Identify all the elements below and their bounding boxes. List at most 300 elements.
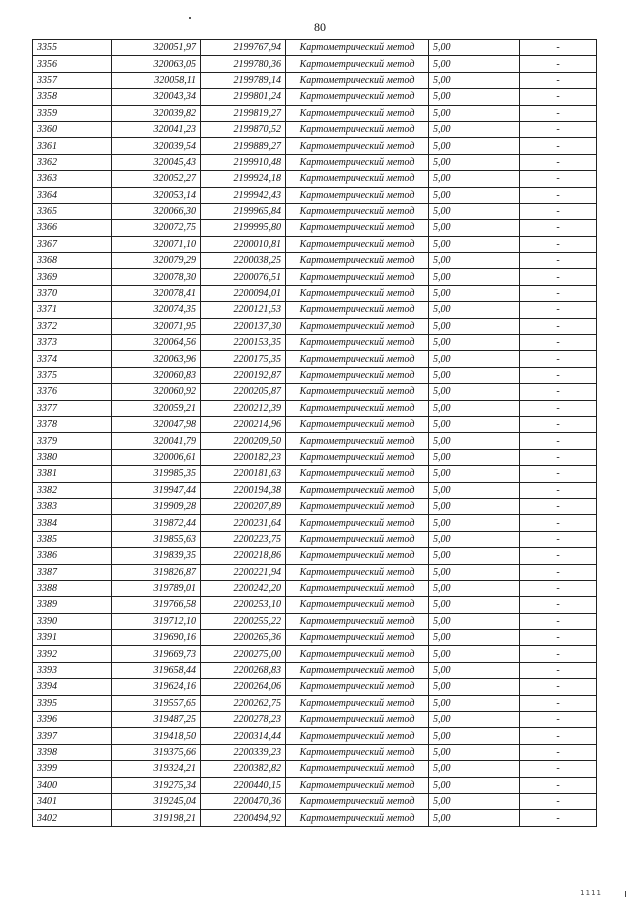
accuracy-cell: 5,00: [429, 466, 520, 482]
y-coordinate-cell: 2199819,27: [201, 105, 286, 121]
note-cell: -: [520, 810, 597, 826]
method-cell: Картометрический метод: [286, 564, 429, 580]
note-cell: -: [520, 613, 597, 629]
accuracy-cell: 5,00: [429, 253, 520, 269]
accuracy-cell: 5,00: [429, 56, 520, 72]
table-row: [33, 810, 597, 826]
method-cell: Картометрический метод: [286, 187, 429, 203]
point-number-cell: 3390: [33, 613, 112, 629]
accuracy-cell: 5,00: [429, 695, 520, 711]
point-number-cell: 3386: [33, 548, 112, 564]
table-row: [33, 351, 597, 367]
note-cell: -: [520, 187, 597, 203]
point-number-cell: 3369: [33, 269, 112, 285]
y-coordinate-cell: 2200255,22: [201, 613, 286, 629]
table-body: [33, 40, 597, 827]
table-row: [33, 712, 597, 728]
accuracy-cell: 5,00: [429, 744, 520, 760]
note-cell: -: [520, 285, 597, 301]
note-cell: -: [520, 72, 597, 88]
method-cell: Картометрический метод: [286, 56, 429, 72]
accuracy-cell: 5,00: [429, 384, 520, 400]
accuracy-cell: 5,00: [429, 154, 520, 170]
table-row: [33, 564, 597, 580]
page-number: 80: [314, 20, 326, 34]
accuracy-cell: 5,00: [429, 712, 520, 728]
accuracy-cell: 5,00: [429, 269, 520, 285]
point-number-cell: 3385: [33, 531, 112, 547]
method-cell: Картометрический метод: [286, 761, 429, 777]
method-cell: Картометрический метод: [286, 793, 429, 809]
method-cell: Картометрический метод: [286, 433, 429, 449]
y-coordinate-cell: 2200231,64: [201, 515, 286, 531]
x-coordinate-cell: 320047,98: [112, 416, 201, 432]
y-coordinate-cell: 2199870,52: [201, 121, 286, 137]
point-number-cell: 3362: [33, 154, 112, 170]
x-coordinate-cell: 320071,10: [112, 236, 201, 252]
method-cell: Картометрический метод: [286, 154, 429, 170]
accuracy-cell: 5,00: [429, 613, 520, 629]
y-coordinate-cell: 2199889,27: [201, 138, 286, 154]
note-cell: -: [520, 121, 597, 137]
point-number-cell: 3368: [33, 253, 112, 269]
x-coordinate-cell: 319839,35: [112, 548, 201, 564]
point-number-cell: 3395: [33, 695, 112, 711]
method-cell: Картометрический метод: [286, 613, 429, 629]
note-cell: -: [520, 236, 597, 252]
x-coordinate-cell: 319487,25: [112, 712, 201, 728]
method-cell: Картометрический метод: [286, 203, 429, 219]
x-coordinate-cell: 319872,44: [112, 515, 201, 531]
accuracy-cell: 5,00: [429, 187, 520, 203]
y-coordinate-cell: 2199767,94: [201, 40, 286, 56]
y-coordinate-cell: 2199780,36: [201, 56, 286, 72]
note-cell: -: [520, 154, 597, 170]
x-coordinate-cell: 319947,44: [112, 482, 201, 498]
point-number-cell: 3360: [33, 121, 112, 137]
x-coordinate-cell: 319557,65: [112, 695, 201, 711]
method-cell: Картометрический метод: [286, 384, 429, 400]
y-coordinate-cell: 2199965,84: [201, 203, 286, 219]
accuracy-cell: 5,00: [429, 285, 520, 301]
y-coordinate-cell: 2200010,81: [201, 236, 286, 252]
y-coordinate-cell: 2200339,23: [201, 744, 286, 760]
y-coordinate-cell: 2200094,01: [201, 285, 286, 301]
table-row: [33, 121, 597, 137]
point-number-cell: 3378: [33, 416, 112, 432]
table-row: [33, 728, 597, 744]
y-coordinate-cell: 2200440,15: [201, 777, 286, 793]
x-coordinate-cell: 320041,23: [112, 121, 201, 137]
y-coordinate-cell: 2199995,80: [201, 220, 286, 236]
y-coordinate-cell: 2200242,20: [201, 580, 286, 596]
note-cell: -: [520, 203, 597, 219]
method-cell: Картометрический метод: [286, 744, 429, 760]
y-coordinate-cell: 2200264,06: [201, 679, 286, 695]
point-number-cell: 3384: [33, 515, 112, 531]
table-row: [33, 613, 597, 629]
y-coordinate-cell: 2200278,23: [201, 712, 286, 728]
accuracy-cell: 5,00: [429, 482, 520, 498]
x-coordinate-cell: 320053,14: [112, 187, 201, 203]
note-cell: -: [520, 335, 597, 351]
y-coordinate-cell: 2200194,38: [201, 482, 286, 498]
x-coordinate-cell: 319418,50: [112, 728, 201, 744]
point-number-cell: 3356: [33, 56, 112, 72]
table-row: [33, 630, 597, 646]
table-row: [33, 56, 597, 72]
accuracy-cell: 5,00: [429, 220, 520, 236]
table-row: [33, 449, 597, 465]
table-row: [33, 679, 597, 695]
x-coordinate-cell: 319712,10: [112, 613, 201, 629]
note-cell: -: [520, 56, 597, 72]
method-cell: Картометрический метод: [286, 318, 429, 334]
point-number-cell: 3399: [33, 761, 112, 777]
table-row: [33, 744, 597, 760]
table-row: [33, 400, 597, 416]
accuracy-cell: 5,00: [429, 335, 520, 351]
point-number-cell: 3391: [33, 630, 112, 646]
method-cell: Картометрический метод: [286, 367, 429, 383]
method-cell: Картометрический метод: [286, 89, 429, 105]
y-coordinate-cell: 2200275,00: [201, 646, 286, 662]
method-cell: Картометрический метод: [286, 728, 429, 744]
note-cell: -: [520, 580, 597, 596]
y-coordinate-cell: 2200212,39: [201, 400, 286, 416]
x-coordinate-cell: 319245,04: [112, 793, 201, 809]
y-coordinate-cell: 2200076,51: [201, 269, 286, 285]
point-number-cell: 3373: [33, 335, 112, 351]
accuracy-cell: 5,00: [429, 400, 520, 416]
note-cell: -: [520, 630, 597, 646]
point-number-cell: 3355: [33, 40, 112, 56]
point-number-cell: 3357: [33, 72, 112, 88]
table-row: [33, 105, 597, 121]
table-row: [33, 531, 597, 547]
x-coordinate-cell: 320079,29: [112, 253, 201, 269]
accuracy-cell: 5,00: [429, 171, 520, 187]
x-coordinate-cell: 320066,30: [112, 203, 201, 219]
table-row: [33, 433, 597, 449]
y-coordinate-cell: 2200470,36: [201, 793, 286, 809]
table-row: [33, 498, 597, 514]
x-coordinate-cell: 319855,63: [112, 531, 201, 547]
point-number-cell: 3374: [33, 351, 112, 367]
point-number-cell: 3400: [33, 777, 112, 793]
x-coordinate-cell: 320078,30: [112, 269, 201, 285]
method-cell: Картометрический метод: [286, 482, 429, 498]
x-coordinate-cell: 320052,27: [112, 171, 201, 187]
accuracy-cell: 5,00: [429, 793, 520, 809]
method-cell: Картометрический метод: [286, 171, 429, 187]
method-cell: Картометрический метод: [286, 548, 429, 564]
note-cell: -: [520, 695, 597, 711]
accuracy-cell: 5,00: [429, 302, 520, 318]
note-cell: -: [520, 40, 597, 56]
table-row: [33, 138, 597, 154]
point-number-cell: 3371: [33, 302, 112, 318]
accuracy-cell: 5,00: [429, 138, 520, 154]
y-coordinate-cell: 2200175,35: [201, 351, 286, 367]
method-cell: Картометрический метод: [286, 662, 429, 678]
y-coordinate-cell: 2199789,14: [201, 72, 286, 88]
point-number-cell: 3394: [33, 679, 112, 695]
y-coordinate-cell: 2200205,87: [201, 384, 286, 400]
table-row: [33, 302, 597, 318]
method-cell: Картометрический метод: [286, 810, 429, 826]
point-number-cell: 3364: [33, 187, 112, 203]
x-coordinate-cell: 320060,92: [112, 384, 201, 400]
table-row: [33, 793, 597, 809]
table-row: [33, 203, 597, 219]
table-row: [33, 646, 597, 662]
point-number-cell: 3388: [33, 580, 112, 596]
x-coordinate-cell: 319826,87: [112, 564, 201, 580]
point-number-cell: 3358: [33, 89, 112, 105]
accuracy-cell: 5,00: [429, 416, 520, 432]
table-row: [33, 580, 597, 596]
table-row: [33, 384, 597, 400]
note-cell: -: [520, 105, 597, 121]
y-coordinate-cell: 2200265,36: [201, 630, 286, 646]
note-cell: -: [520, 777, 597, 793]
x-coordinate-cell: 320045,43: [112, 154, 201, 170]
accuracy-cell: 5,00: [429, 89, 520, 105]
note-cell: -: [520, 564, 597, 580]
x-coordinate-cell: 319198,21: [112, 810, 201, 826]
x-coordinate-cell: 320058,11: [112, 72, 201, 88]
point-number-cell: 3382: [33, 482, 112, 498]
x-coordinate-cell: 319658,44: [112, 662, 201, 678]
note-cell: -: [520, 318, 597, 334]
accuracy-cell: 5,00: [429, 810, 520, 826]
table-row: [33, 466, 597, 482]
x-coordinate-cell: 319789,01: [112, 580, 201, 596]
x-coordinate-cell: 319375,66: [112, 744, 201, 760]
method-cell: Картометрический метод: [286, 335, 429, 351]
accuracy-cell: 5,00: [429, 580, 520, 596]
table-row: [33, 171, 597, 187]
method-cell: Картометрический метод: [286, 302, 429, 318]
note-cell: -: [520, 744, 597, 760]
point-number-cell: 3377: [33, 400, 112, 416]
y-coordinate-cell: 2200253,10: [201, 597, 286, 613]
table-row: [33, 236, 597, 252]
method-cell: Картометрический метод: [286, 269, 429, 285]
note-cell: -: [520, 728, 597, 744]
y-coordinate-cell: 2200268,83: [201, 662, 286, 678]
point-number-cell: 3359: [33, 105, 112, 121]
method-cell: Картометрический метод: [286, 416, 429, 432]
x-coordinate-cell: 319766,58: [112, 597, 201, 613]
note-cell: -: [520, 367, 597, 383]
note-cell: -: [520, 416, 597, 432]
accuracy-cell: 5,00: [429, 40, 520, 56]
x-coordinate-cell: 319275,34: [112, 777, 201, 793]
table-row: [33, 597, 597, 613]
y-coordinate-cell: 2200192,87: [201, 367, 286, 383]
table-row: [33, 761, 597, 777]
method-cell: Картометрический метод: [286, 695, 429, 711]
x-coordinate-cell: 319985,35: [112, 466, 201, 482]
accuracy-cell: 5,00: [429, 564, 520, 580]
y-coordinate-cell: 2199942,43: [201, 187, 286, 203]
note-cell: -: [520, 466, 597, 482]
y-coordinate-cell: 2200182,23: [201, 449, 286, 465]
x-coordinate-cell: 319324,21: [112, 761, 201, 777]
x-coordinate-cell: 320078,41: [112, 285, 201, 301]
footer-mark: 1111: [580, 889, 602, 897]
accuracy-cell: 5,00: [429, 318, 520, 334]
method-cell: Картометрический метод: [286, 351, 429, 367]
y-coordinate-cell: 2199924,18: [201, 171, 286, 187]
x-coordinate-cell: 319690,16: [112, 630, 201, 646]
method-cell: Картометрический метод: [286, 121, 429, 137]
accuracy-cell: 5,00: [429, 367, 520, 383]
table-row: [33, 318, 597, 334]
method-cell: Картометрический метод: [286, 515, 429, 531]
point-number-cell: 3366: [33, 220, 112, 236]
point-number-cell: 3393: [33, 662, 112, 678]
accuracy-cell: 5,00: [429, 646, 520, 662]
y-coordinate-cell: 2200382,82: [201, 761, 286, 777]
x-coordinate-cell: 320060,83: [112, 367, 201, 383]
point-number-cell: 3381: [33, 466, 112, 482]
point-number-cell: 3372: [33, 318, 112, 334]
note-cell: -: [520, 269, 597, 285]
x-coordinate-cell: 320074,35: [112, 302, 201, 318]
point-number-cell: 3397: [33, 728, 112, 744]
x-coordinate-cell: 320072,75: [112, 220, 201, 236]
point-number-cell: 3367: [33, 236, 112, 252]
point-number-cell: 3389: [33, 597, 112, 613]
note-cell: -: [520, 171, 597, 187]
table-row: [33, 285, 597, 301]
method-cell: Картометрический метод: [286, 105, 429, 121]
table-row: [33, 367, 597, 383]
point-number-cell: 3392: [33, 646, 112, 662]
table-row: [33, 154, 597, 170]
table-row: [33, 777, 597, 793]
point-number-cell: 3401: [33, 793, 112, 809]
note-cell: -: [520, 712, 597, 728]
y-coordinate-cell: 2200314,44: [201, 728, 286, 744]
table-row: [33, 269, 597, 285]
x-coordinate-cell: 320064,56: [112, 335, 201, 351]
point-number-cell: 3361: [33, 138, 112, 154]
accuracy-cell: 5,00: [429, 728, 520, 744]
accuracy-cell: 5,00: [429, 203, 520, 219]
method-cell: Картометрический метод: [286, 597, 429, 613]
note-cell: -: [520, 498, 597, 514]
x-coordinate-cell: 319909,28: [112, 498, 201, 514]
x-coordinate-cell: 320043,34: [112, 89, 201, 105]
scan-dot: [189, 17, 191, 19]
method-cell: Картометрический метод: [286, 679, 429, 695]
point-number-cell: 3379: [33, 433, 112, 449]
note-cell: -: [520, 220, 597, 236]
point-number-cell: 3398: [33, 744, 112, 760]
accuracy-cell: 5,00: [429, 630, 520, 646]
note-cell: -: [520, 662, 597, 678]
note-cell: -: [520, 679, 597, 695]
note-cell: -: [520, 433, 597, 449]
method-cell: Картометрический метод: [286, 400, 429, 416]
method-cell: Картометрический метод: [286, 498, 429, 514]
method-cell: Картометрический метод: [286, 449, 429, 465]
y-coordinate-cell: 2200153,35: [201, 335, 286, 351]
table-row: [33, 187, 597, 203]
table-row: [33, 72, 597, 88]
table-row: [33, 253, 597, 269]
note-cell: -: [520, 531, 597, 547]
point-number-cell: 3387: [33, 564, 112, 580]
accuracy-cell: 5,00: [429, 548, 520, 564]
note-cell: -: [520, 482, 597, 498]
point-number-cell: 3396: [33, 712, 112, 728]
accuracy-cell: 5,00: [429, 351, 520, 367]
method-cell: Картометрический метод: [286, 466, 429, 482]
method-cell: Картометрический метод: [286, 285, 429, 301]
x-coordinate-cell: 320063,96: [112, 351, 201, 367]
x-coordinate-cell: 320059,21: [112, 400, 201, 416]
table-row: [33, 548, 597, 564]
table-row: [33, 220, 597, 236]
y-coordinate-cell: 2200181,63: [201, 466, 286, 482]
x-coordinate-cell: 320039,54: [112, 138, 201, 154]
table-row: [33, 416, 597, 432]
y-coordinate-cell: 2200494,92: [201, 810, 286, 826]
accuracy-cell: 5,00: [429, 236, 520, 252]
accuracy-cell: 5,00: [429, 761, 520, 777]
note-cell: -: [520, 384, 597, 400]
accuracy-cell: 5,00: [429, 597, 520, 613]
x-coordinate-cell: 320039,82: [112, 105, 201, 121]
y-coordinate-cell: 2199910,48: [201, 154, 286, 170]
table-row: [33, 89, 597, 105]
accuracy-cell: 5,00: [429, 515, 520, 531]
note-cell: -: [520, 89, 597, 105]
note-cell: -: [520, 761, 597, 777]
method-cell: Картометрический метод: [286, 712, 429, 728]
method-cell: Картометрический метод: [286, 40, 429, 56]
note-cell: -: [520, 400, 597, 416]
point-number-cell: 3376: [33, 384, 112, 400]
accuracy-cell: 5,00: [429, 105, 520, 121]
method-cell: Картометрический метод: [286, 72, 429, 88]
method-cell: Картометрический метод: [286, 220, 429, 236]
accuracy-cell: 5,00: [429, 777, 520, 793]
y-coordinate-cell: 2200121,53: [201, 302, 286, 318]
table-row: [33, 482, 597, 498]
method-cell: Картометрический метод: [286, 630, 429, 646]
x-coordinate-cell: 320051,97: [112, 40, 201, 56]
x-coordinate-cell: 320063,05: [112, 56, 201, 72]
note-cell: -: [520, 138, 597, 154]
point-number-cell: 3402: [33, 810, 112, 826]
y-coordinate-cell: 2200209,50: [201, 433, 286, 449]
table-row: [33, 335, 597, 351]
note-cell: -: [520, 793, 597, 809]
y-coordinate-cell: 2200262,75: [201, 695, 286, 711]
point-number-cell: 3370: [33, 285, 112, 301]
x-coordinate-cell: 320006,61: [112, 449, 201, 465]
coordinates-table: [32, 39, 597, 827]
accuracy-cell: 5,00: [429, 121, 520, 137]
table-row: [33, 515, 597, 531]
method-cell: Картометрический метод: [286, 646, 429, 662]
